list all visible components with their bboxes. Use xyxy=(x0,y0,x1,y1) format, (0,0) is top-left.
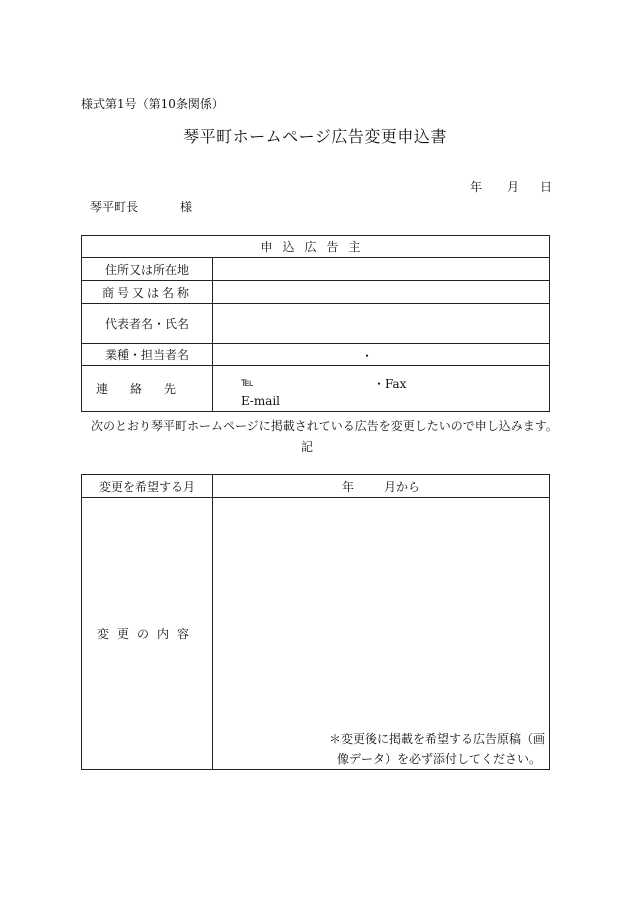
address-label: 住所又は所在地 xyxy=(82,258,213,281)
desired-month-field[interactable] xyxy=(213,475,550,498)
contact-label: 連絡先 xyxy=(82,366,213,412)
industry-separator: ・ xyxy=(361,349,374,363)
industry-field[interactable] xyxy=(213,344,550,366)
page-title: 琴平町ホームページ広告変更申込書 xyxy=(183,127,447,146)
addressee-name: 琴平町長 xyxy=(90,200,139,214)
applicant-table xyxy=(81,235,550,412)
address-field[interactable] xyxy=(213,258,550,281)
content-label: 変更の内容 xyxy=(82,498,213,770)
form-number: 様式第1号（第10条関係） xyxy=(81,97,224,111)
applicant-table-header: 申込広告主 xyxy=(82,236,550,258)
trade-name-label: 商号又は名称 xyxy=(82,281,213,304)
content-field[interactable] xyxy=(213,498,550,770)
month-from-label: 月から xyxy=(384,479,421,494)
trade-name-field[interactable] xyxy=(213,281,550,304)
note-line-1: ＊変更後に掲載を希望する広告原稿（画 xyxy=(328,732,545,746)
body-text: 次のとおり琴平町ホームページに掲載されている広告を変更したいので申し込みます。 xyxy=(91,419,558,433)
ki-heading: 記 xyxy=(301,440,314,454)
addressee-honorific: 様 xyxy=(180,200,193,214)
addressee xyxy=(90,198,192,215)
date-day-label: 日 xyxy=(540,180,553,194)
date-month-label: 月 xyxy=(507,180,520,194)
date-year-label: 年 xyxy=(470,180,483,194)
representative-field[interactable] xyxy=(213,304,550,344)
fax-label: ・Fax xyxy=(373,377,407,391)
change-table xyxy=(81,474,550,770)
representative-label: 代表者名・氏名 xyxy=(82,304,213,344)
desired-month-label: 変更を希望する月 xyxy=(82,475,213,498)
year-label: 年 xyxy=(341,479,354,494)
contact-field[interactable] xyxy=(213,366,550,412)
tel-label: ℡ xyxy=(241,375,254,389)
industry-label: 業種・担当者名 xyxy=(82,344,213,366)
email-label: E‐mail xyxy=(241,394,281,408)
note-line-2: 像データ）を必ず添付してください。 xyxy=(336,752,541,766)
